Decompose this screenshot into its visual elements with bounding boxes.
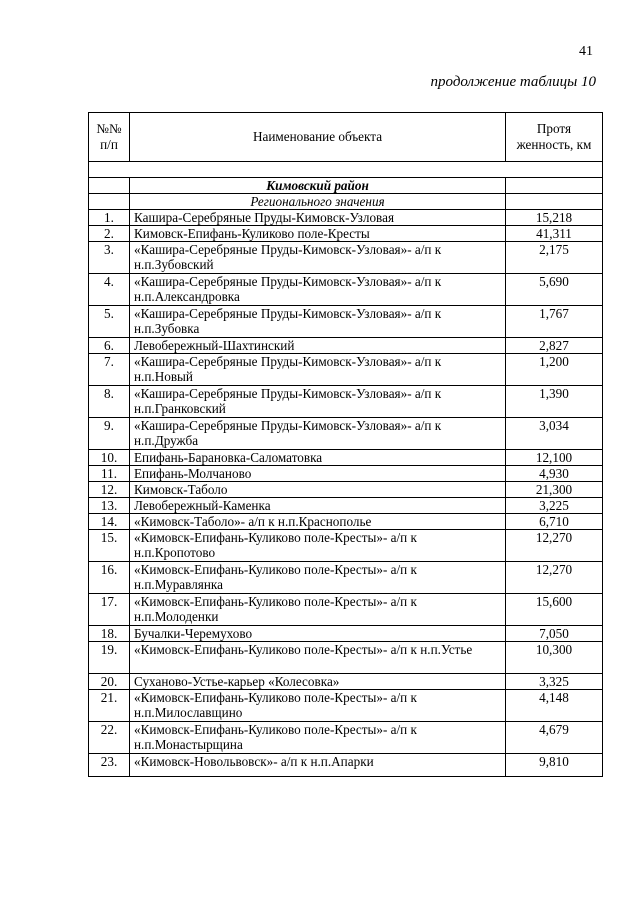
row-object-name: «Кимовск-Епифань-Куликово поле-Кресты»- а/п к н.п.Устье	[130, 642, 506, 674]
row-length: 12,270	[506, 530, 603, 562]
row-object-name: Епифань-Молчаново	[130, 466, 506, 482]
row-object-name: «Кимовск-Новольвовск»- а/п к н.п.Апарки	[130, 754, 506, 777]
row-number: 16.	[89, 562, 130, 594]
row-length: 10,300	[506, 642, 603, 674]
row-number: 2.	[89, 226, 130, 242]
row-number: 19.	[89, 642, 130, 674]
row-number: 8.	[89, 386, 130, 418]
row-object-name: «Кашира-Серебряные Пруды-Кимовск-Узловая»- а/п к н.п.Александровка	[130, 274, 506, 306]
row-number: 9.	[89, 418, 130, 450]
table-row	[89, 642, 603, 674]
table-row	[89, 690, 603, 722]
row-number: 17.	[89, 594, 130, 626]
row-length: 9,810	[506, 754, 603, 777]
table-row	[89, 354, 603, 386]
table-row	[89, 498, 603, 514]
table-row	[89, 466, 603, 482]
row-length: 5,690	[506, 274, 603, 306]
significance-title: Регионального значения	[130, 194, 506, 210]
header-length: Протя женность, км	[506, 113, 603, 162]
row-length: 12,270	[506, 562, 603, 594]
row-length: 12,100	[506, 450, 603, 466]
table-row	[89, 306, 603, 338]
page-number: 41	[579, 44, 593, 59]
table-row	[89, 530, 603, 562]
row-length: 2,827	[506, 338, 603, 354]
table-row	[89, 338, 603, 354]
row-number: 14.	[89, 514, 130, 530]
significance-length-cell	[506, 194, 603, 210]
row-length: 3,325	[506, 674, 603, 690]
row-object-name: «Кимовск-Епифань-Куликово поле-Кресты»- а/п к н.п.Кропотово	[130, 530, 506, 562]
row-length: 1,200	[506, 354, 603, 386]
row-number: 4.	[89, 274, 130, 306]
roads-table	[88, 112, 603, 777]
district-num-cell	[89, 178, 130, 194]
row-number: 11.	[89, 466, 130, 482]
row-number: 3.	[89, 242, 130, 274]
row-length: 4,679	[506, 722, 603, 754]
table-row	[89, 210, 603, 226]
row-number: 6.	[89, 338, 130, 354]
district-row	[89, 178, 603, 194]
table-row	[89, 754, 603, 777]
row-number: 13.	[89, 498, 130, 514]
table-row	[89, 482, 603, 498]
row-object-name: «Кашира-Серебряные Пруды-Кимовск-Узловая»- а/п к н.п.Дружба	[130, 418, 506, 450]
row-length: 15,600	[506, 594, 603, 626]
row-length: 3,034	[506, 418, 603, 450]
row-number: 10.	[89, 450, 130, 466]
significance-row	[89, 194, 603, 210]
row-number: 22.	[89, 722, 130, 754]
row-number: 20.	[89, 674, 130, 690]
table-row	[89, 562, 603, 594]
header-num: №№ п/п	[89, 113, 130, 162]
row-object-name: Левобережный-Шахтинский	[130, 338, 506, 354]
table-row	[89, 722, 603, 754]
row-object-name: «Кимовск-Епифань-Куликово поле-Кресты»- а/п к н.п.Муравлянка	[130, 562, 506, 594]
row-object-name: «Кашира-Серебряные Пруды-Кимовск-Узловая»- а/п к н.п.Гранковский	[130, 386, 506, 418]
table-header-row	[89, 113, 603, 162]
row-length: 1,767	[506, 306, 603, 338]
header-name: Наименование объекта	[130, 113, 506, 162]
row-number: 18.	[89, 626, 130, 642]
table-row	[89, 242, 603, 274]
row-object-name: Епифань-Барановка-Саломатовка	[130, 450, 506, 466]
row-length: 2,175	[506, 242, 603, 274]
row-object-name: Кашира-Серебряные Пруды-Кимовск-Узловая	[130, 210, 506, 226]
spacer-row	[89, 162, 603, 178]
table-row	[89, 674, 603, 690]
row-number: 5.	[89, 306, 130, 338]
row-object-name: «Кашира-Серебряные Пруды-Кимовск-Узловая»- а/п к н.п.Зубовский	[130, 242, 506, 274]
row-object-name: Бучалки-Черемухово	[130, 626, 506, 642]
table-row	[89, 594, 603, 626]
row-object-name: «Кимовск-Таболо»- а/п к н.п.Краснополье	[130, 514, 506, 530]
row-number: 7.	[89, 354, 130, 386]
row-number: 15.	[89, 530, 130, 562]
row-length: 41,311	[506, 226, 603, 242]
row-object-name: «Кашира-Серебряные Пруды-Кимовск-Узловая»- а/п к н.п.Зубовка	[130, 306, 506, 338]
row-length: 6,710	[506, 514, 603, 530]
row-number: 12.	[89, 482, 130, 498]
row-object-name: «Кашира-Серебряные Пруды-Кимовск-Узловая»- а/п к н.п.Новый	[130, 354, 506, 386]
row-length: 7,050	[506, 626, 603, 642]
row-number: 21.	[89, 690, 130, 722]
spacer-cell	[89, 162, 603, 178]
table-row	[89, 450, 603, 466]
row-object-name: Кимовск-Епифань-Куликово поле-Кресты	[130, 226, 506, 242]
table-row	[89, 626, 603, 642]
row-number: 23.	[89, 754, 130, 777]
row-object-name: «Кимовск-Епифань-Куликово поле-Кресты»- а/п к н.п.Молоденки	[130, 594, 506, 626]
table-row	[89, 514, 603, 530]
row-length: 1,390	[506, 386, 603, 418]
table-continuation-caption: продолжение таблицы 10	[430, 74, 596, 90]
table-row	[89, 418, 603, 450]
row-object-name: Кимовск-Таболо	[130, 482, 506, 498]
table-row	[89, 226, 603, 242]
district-length-cell	[506, 178, 603, 194]
row-object-name: «Кимовск-Епифань-Куликово поле-Кресты»- а/п к н.п.Милославщино	[130, 690, 506, 722]
row-object-name: Суханово-Устье-карьер «Колесовка»	[130, 674, 506, 690]
row-length: 21,300	[506, 482, 603, 498]
table-row	[89, 274, 603, 306]
row-number: 1.	[89, 210, 130, 226]
row-object-name: «Кимовск-Епифань-Куликово поле-Кресты»- а/п к н.п.Монастырщина	[130, 722, 506, 754]
row-length: 3,225	[506, 498, 603, 514]
row-length: 15,218	[506, 210, 603, 226]
district-title: Кимовский район	[130, 178, 506, 194]
row-length: 4,148	[506, 690, 603, 722]
significance-num-cell	[89, 194, 130, 210]
table-row	[89, 386, 603, 418]
row-object-name: Левобережный-Каменка	[130, 498, 506, 514]
row-length: 4,930	[506, 466, 603, 482]
